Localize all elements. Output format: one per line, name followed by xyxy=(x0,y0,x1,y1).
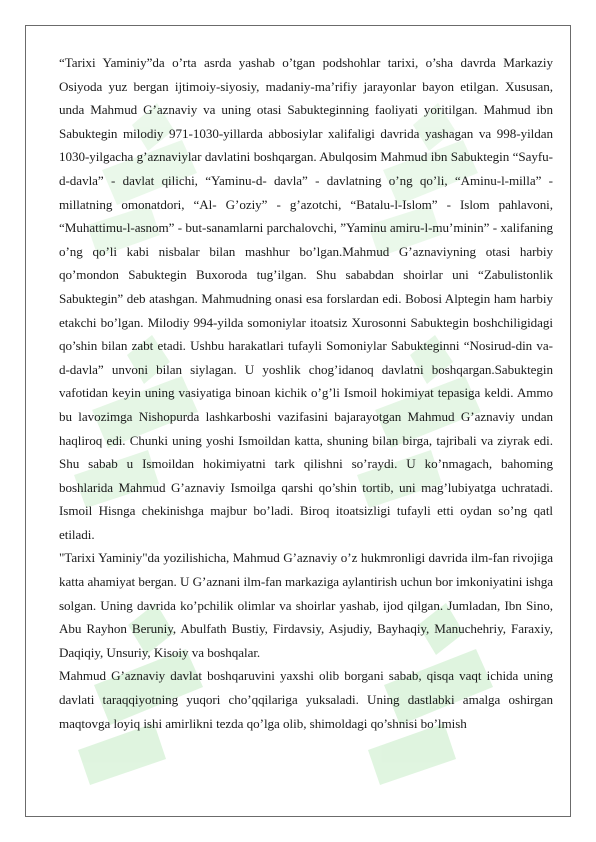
paragraph-science-patronage: "Tarixi Yaminiy"da yozilishicha, Mahmud G’aznaviy o’z hukmronligi davrida ilm-fan rivojiga katta ahamiyat bergan. U G’aznani ilm-fan markaziga aylantirish uchun bor imkoniyatini ishga solgan. Uning davrida ko’pchilik olimlar va shoirlar yashab, ijod qilgan. Jumladan, Ibn Sino, Abu Rayhon Beruniy, Abulfath Bustiy, Firdavsiy, Asjudiy, Bayhaqiy, Manuchehriy, Faraxiy, Daqiqiy, Unsuriy, Kisoiy va boshqalar. xyxy=(59,550,553,660)
paragraph-state-governance: Mahmud G’aznaviy davlat boshqaruvini yaxshi olib borgani sabab, qisqa vaqt ichida uning davlati taraqqiyotning yuqori cho’qqilariga yuksaladi. Uning dastlabki amalga oshirgan maqtovga loyiq ishi amirlikni tezda qo’lga olib, shimoldagi qo’shnisi bo’lmish xyxy=(59,668,553,731)
paragraph-tarixi-yaminiy-intro: “Tarixi Yaminiy”da o’rta asrda yashab o’tgan podshohlar tarixi, o’sha davrda Markaziy Osiyoda yuz bergan ijtimoiy-siyosiy, madaniy-ma’rifiy jarayonlar bayon etilgan. Xususan, unda Mahmud G’aznaviy va uning otasi Sabukteginning faoliyati yoritilgan. Mahmud ibn Sabuktegin milodiy 971-1030-yillarda abbosiylar xalifaligi davrida yashagan va 998-yildan 1030-yilgacha g’aznaviylar davlatini boshqargan. Abulqosim Mahmud ibn Sabuktegin “Sayfu-d-davla” - davlat qilichi, “Yaminu-d- davla” - davlatning o’ng qo’li, “Aminu-l-milla” - millatning omonatdori, “Al- G’oziy” - g’azotchi, “Batalu-l-Islom” - Islom pahlavoni, “Muhattimu-l-asnom” - but-sanamlarni parchalovchi, ”Yaminu amiru-l-mu’minin” - xalifaning o’ng qo’li kabi nisbalar bilan mashhur bo’lgan.Mahmud G’aznaviyning otasi harbiy qo’mondon Sabuktegin Buxoroda tug’ilgan. Shu sababdan shoirlar uni “Zabulistonlik Sabuktegin” deb atashgan. Mahmudning onasi esa forslardan edi. Bobosi Alptegin ham harbiy etakchi bo’lgan. Milodiy 994-yilda somoniylar itoatsiz Xurosonni Sabuktegin boshchiligidagi qo’shin bilan zabt etadi. Ushbu harakatlari tufayli Somoniylar Sabukteginni “Nosirud-din va- d-davla” unvoni bilan siylagan. U yoshlik chog’idanoq davlatni boshqargan.Sabuktegin vafotidan keyin uning vasiyatiga binoan kichik o’g’li Ismoil hokimiyat tepasiga keldi. Ammo bu lavozimga Nishopurda lashkarboshi vazifasini bajarayotgan Mahmud G’aznaviy undan haqliroq edi. Chunki uning yoshi Ismoildan katta, shuning bilan birga, tajribali va ziyrak edi. Shu sabab u Ismoildan hokimiyatni tark qilishni so’raydi. U ko’nmagach, bahoming boshlarida Mahmud G’aznaviy Ismoilga qarshi qo’shin tortib, uni mag’lubiyatga uchratadi. Ismoil Hisnga chekinishga majbur bo’ladi. Biroq itoatsizligi tufayli etti oydan so’ng qatl etiladi. xyxy=(59,55,553,542)
document-body xyxy=(59,51,553,735)
